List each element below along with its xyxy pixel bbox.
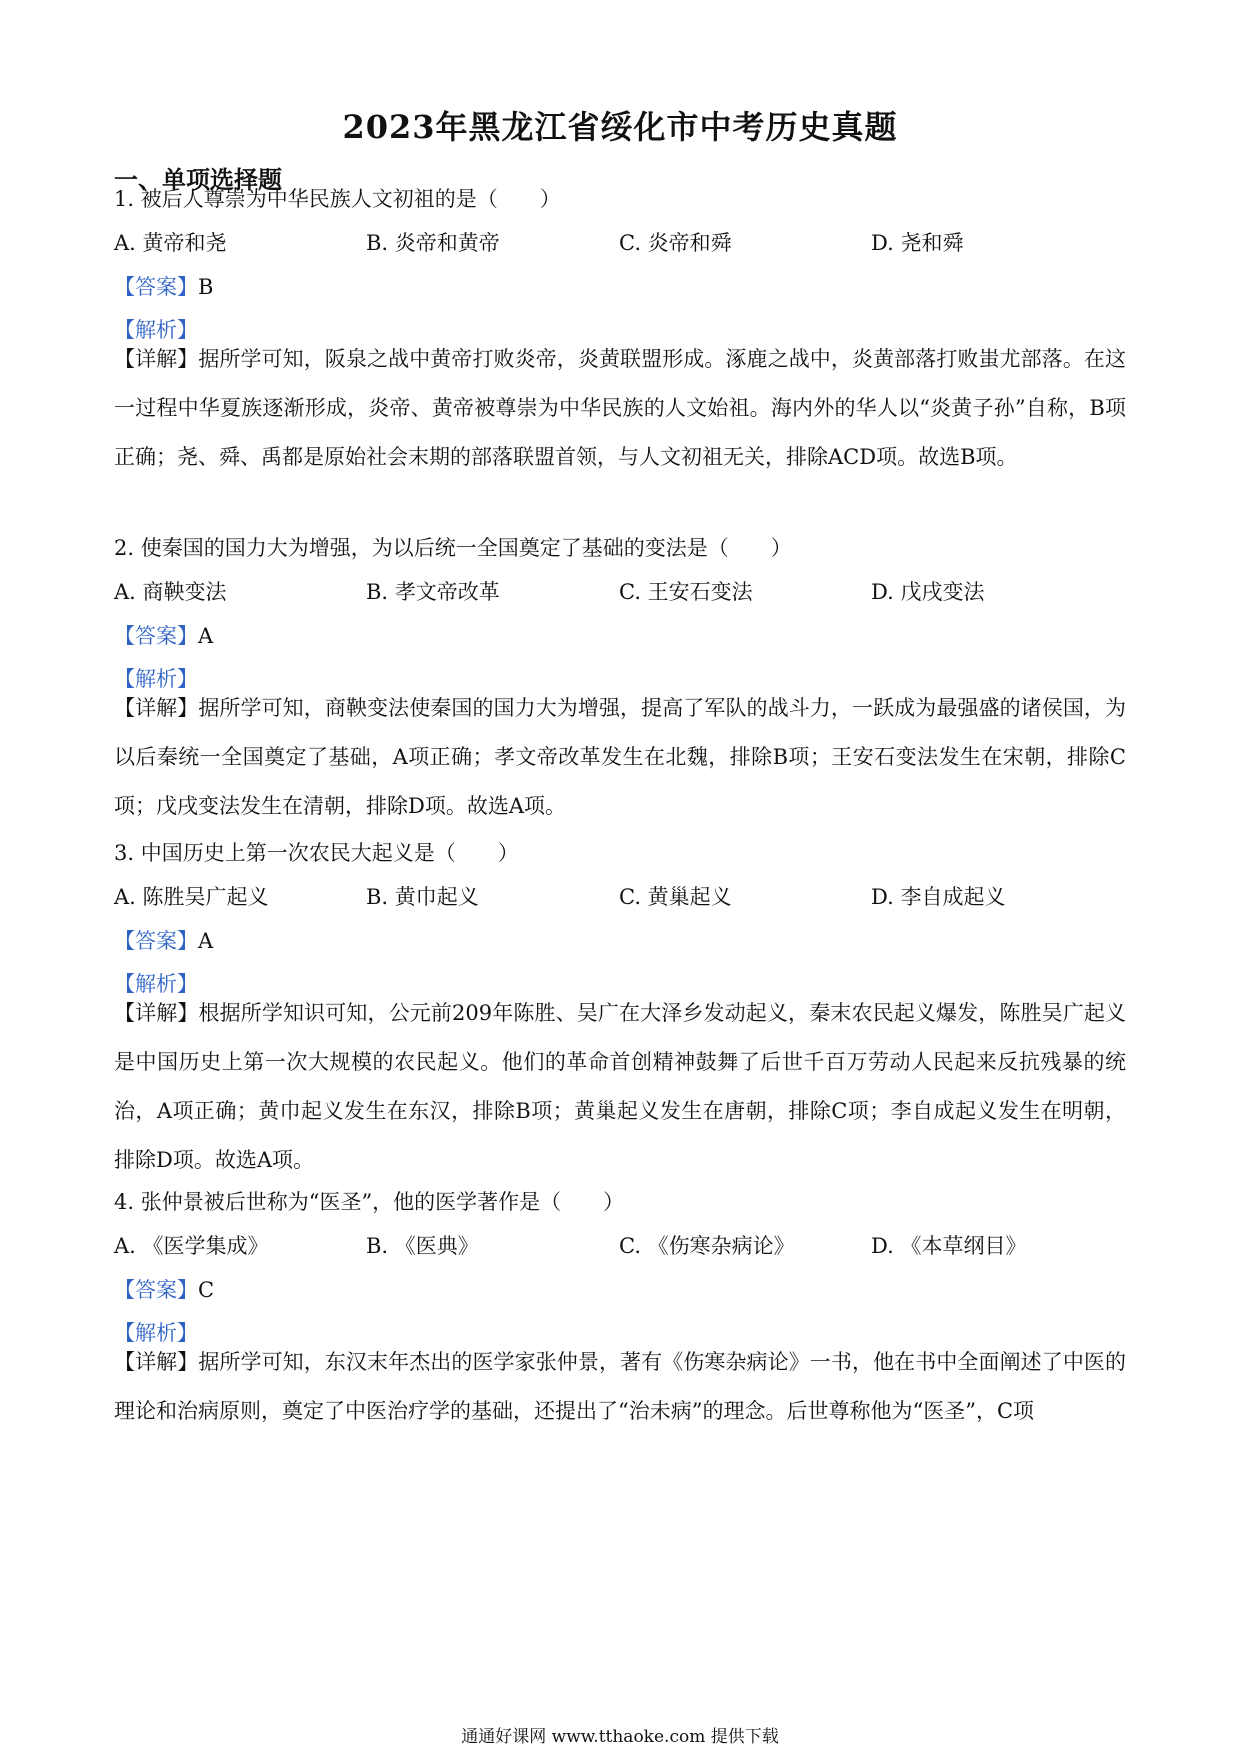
option-c: C. 王安石变法	[619, 580, 753, 604]
answer-value: A	[198, 624, 214, 648]
option-a: A. 黄帝和尧	[114, 231, 227, 255]
analysis-label: 【解析】	[114, 667, 198, 691]
answer-line	[114, 272, 213, 302]
option-b: B. 炎帝和黄帝	[366, 231, 500, 255]
option-c: C. 《伤寒杂病论》	[619, 1234, 795, 1258]
option-d: D. 戊戌变法	[871, 580, 985, 604]
option-a: A. 《医学集成》	[114, 1234, 269, 1258]
question-stem: 4. 张仲景被后世称为“医圣”，他的医学著作是（ ）	[114, 1190, 625, 1214]
answer-line	[114, 926, 213, 956]
answer-value: B	[198, 275, 214, 299]
footer-watermark: 通通好课网 www.tthaoke.com 提供下载	[461, 1727, 779, 1747]
analysis-label: 【解析】	[114, 318, 198, 342]
answer-line	[114, 1275, 214, 1305]
detail-paragraph	[114, 1338, 1126, 1436]
option-a: A. 陈胜吴广起义	[114, 885, 269, 909]
option-b: B. 孝文帝改革	[366, 580, 500, 604]
answer-line	[114, 621, 213, 651]
detail-label: 【详解】	[114, 696, 199, 720]
question-stem: 3. 中国历史上第一次农民大起义是（ ）	[114, 841, 519, 865]
option-d: D. 李自成起义	[871, 885, 1006, 909]
option-c: C. 炎帝和舜	[619, 231, 732, 255]
answer-value: A	[198, 929, 214, 953]
option-d: D. 《本草纲目》	[871, 1234, 1027, 1258]
detail-label: 【详解】	[114, 1350, 199, 1374]
analysis-label: 【解析】	[114, 1321, 198, 1345]
option-a: A. 商鞅变法	[114, 580, 227, 604]
option-b: B. 黄巾起义	[366, 885, 479, 909]
page-title: 2023年黑龙江省绥化市中考历史真题	[342, 108, 898, 146]
answer-label: 【答案】	[114, 624, 198, 648]
detail-paragraph	[114, 335, 1126, 482]
answer-label: 【答案】	[114, 1278, 198, 1302]
question-stem: 1. 被后人尊崇为中华民族人文初祖的是（ ）	[114, 187, 561, 211]
option-d: D. 尧和舜	[871, 231, 964, 255]
section-heading: 一、单项选择题	[114, 165, 282, 194]
detail-paragraph	[114, 989, 1126, 1185]
detail-text: 根据所学知识可知，公元前209年陈胜、吴广在大泽乡发动起义，秦末农民起义爆发，陈胜吴广起义是中国历史上第一次大规模的农民起义。他们的革命首创精神鼓舞了后世千百万劳动人民起来反抗残暴的统治，A项正确；黄巾起义发生在东汉，排除B项；黄巢起义发生在唐朝，排除C项；李自成起义发生在明朝，排除D项。故选A项。	[114, 1001, 1126, 1172]
answer-label: 【答案】	[114, 929, 198, 953]
detail-text: 据所学可知，东汉末年杰出的医学家张仲景，著有《伤寒杂病论》一书，他在书中全面阐述了中医的理论和治病原则，奠定了中医治疗学的基础，还提出了“治未病”的理念。后世尊称他为“医圣”，C项	[114, 1350, 1126, 1423]
analysis-label: 【解析】	[114, 972, 198, 996]
detail-text: 据所学可知，商鞅变法使秦国的国力大为增强，提高了军队的战斗力，一跃成为最强盛的诸侯国，为以后秦统一全国奠定了基础，A项正确；孝文帝改革发生在北魏，排除B项；王安石变法发生在宋朝，排除C项；戊戌变法发生在清朝，排除D项。故选A项。	[114, 696, 1126, 818]
answer-value: C	[198, 1278, 215, 1302]
question-stem: 2. 使秦国的国力大为增强，为以后统一全国奠定了基础的变法是（ ）	[114, 536, 792, 560]
detail-label: 【详解】	[114, 1001, 199, 1025]
detail-text: 据所学可知，阪泉之战中黄帝打败炎帝，炎黄联盟形成。涿鹿之战中，炎黄部落打败蚩尤部落。在这一过程中华夏族逐渐形成，炎帝、黄帝被尊崇为中华民族的人文始祖。海内外的华人以“炎黄子孙”自称，B项正确；尧、舜、禹都是原始社会末期的部落联盟首领，与人文初祖无关，排除ACD项。故选B项。	[114, 347, 1126, 469]
detail-paragraph	[114, 684, 1126, 831]
detail-label: 【详解】	[114, 347, 199, 371]
option-b: B. 《医典》	[366, 1234, 479, 1258]
option-c: C. 黄巢起义	[619, 885, 732, 909]
answer-label: 【答案】	[114, 275, 198, 299]
